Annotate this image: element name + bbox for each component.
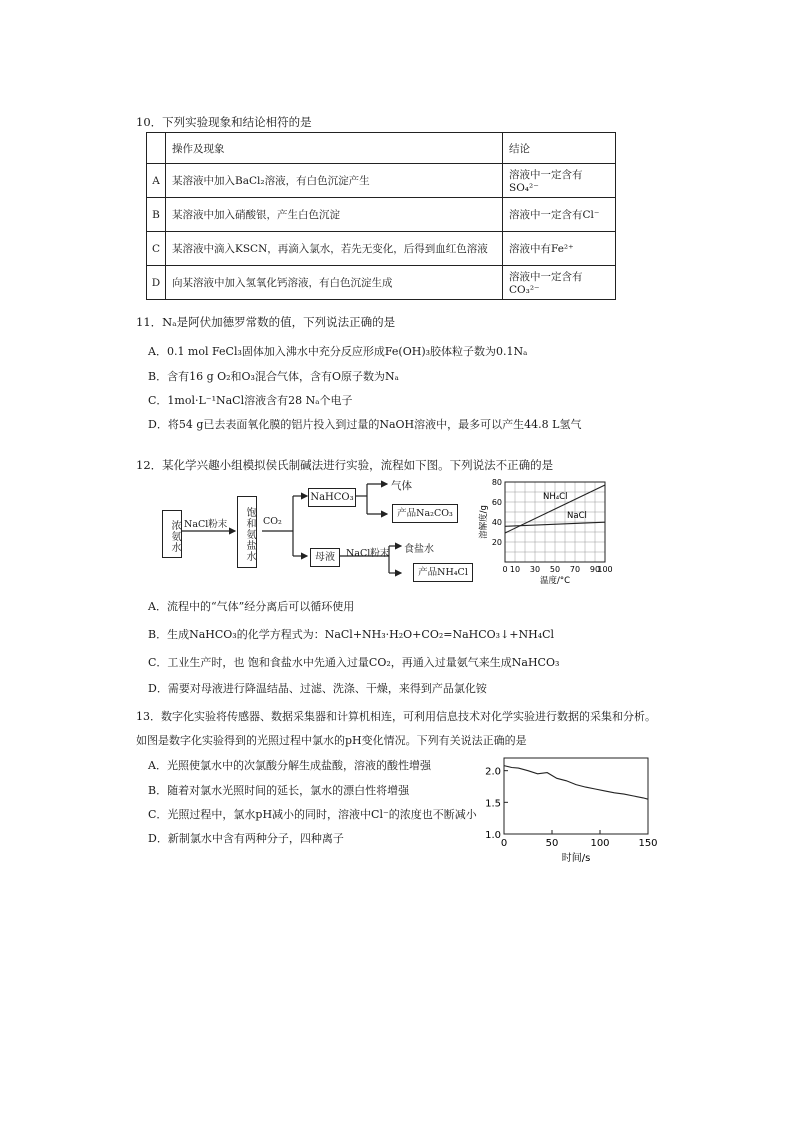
row-key: D xyxy=(147,266,166,300)
q10-table xyxy=(146,132,616,300)
q12-option-a: A．流程中的“气体”经分离后可以循环使用 xyxy=(148,600,355,613)
box-ammonia: 浓氨水 xyxy=(162,510,182,558)
row-operation: 某溶液中滴入KSCN，再滴入氯水，若先无变化，后得到血红色溶液 xyxy=(166,232,503,266)
x-axis-label: 温度/°C xyxy=(539,576,571,586)
q13-option-c: C．光照过程中，氯水pH减小的同时，溶液中Cl⁻的浓度也不断减小 xyxy=(148,808,477,821)
label-co2: CO₂ xyxy=(263,516,282,527)
row-key: C xyxy=(147,232,166,266)
q13-stem-line2: 如图是数字化实验得到的光照过程中氯水的pH变化情况。下列有关说法正确的是 xyxy=(136,734,527,747)
box-saturated-brine: 饱和氨盐水 xyxy=(237,496,257,568)
row-key: A xyxy=(147,164,166,198)
q11-stem: 11．Nₐ是阿伏加德罗常数的值，下列说法正确的是 xyxy=(136,315,396,329)
q13-stem-line1: 13．数字化实验将传感器、数据采集器和计算机相连，可利用信息技术对化学实验进行数据的采集和分析。 xyxy=(136,710,656,723)
x-tick-label: 150 xyxy=(638,838,658,849)
table-header-cell: 操作及现象 xyxy=(166,133,503,164)
x-tick-label: 0 xyxy=(500,838,508,849)
row-conclusion: 溶液中一定含有Cl⁻ xyxy=(503,198,616,232)
plot-frame xyxy=(504,758,648,834)
label-nacl-powder: NaCl粉末 xyxy=(184,519,228,530)
table-row xyxy=(147,198,616,232)
row-key: B xyxy=(147,198,166,232)
q11-option-c: C．1mol·L⁻¹NaCl溶液含有28 Nₐ个电子 xyxy=(148,394,353,407)
q13-option-b: B．随着对氯水光照时间的延长，氯水的漂白性将增强 xyxy=(148,784,410,797)
x-tick-label: 100 xyxy=(597,565,613,574)
label-nacl-powder-2: NaCl粉末 xyxy=(346,548,390,559)
row-conclusion: 溶液中一定含有SO₄²⁻ xyxy=(503,164,616,198)
row-operation: 某溶液中加入BaCl₂溶液，有白色沉淀产生 xyxy=(166,164,503,198)
q11-option-a: A．0.1 mol FeCl₃固体加入沸水中充分反应形成Fe(OH)₃胶体粒子数为0.1Nₐ xyxy=(148,345,528,358)
box-product-na2co3: 产品Na₂CO₃ xyxy=(392,504,458,523)
y-axis-label: 溶解度/g xyxy=(479,505,489,539)
q11-option-b: B．含有16 g O₂和O₃混合气体，含有O原子数为Nₐ xyxy=(148,370,399,383)
y-tick-label: 1.5 xyxy=(485,798,501,810)
ph-chart xyxy=(476,752,662,866)
label-brine: 食盐水 xyxy=(404,544,434,555)
x-tick-label: 70 xyxy=(569,565,581,574)
table-row xyxy=(147,164,616,198)
x-tick-label: 30 xyxy=(529,565,541,574)
series-label: NH₄Cl xyxy=(543,492,568,502)
series-label: NaCl xyxy=(567,511,587,521)
x-tick-label: 100 xyxy=(590,838,610,849)
y-tick-label: 80 xyxy=(491,478,502,487)
row-conclusion: 溶液中有Fe²⁺ xyxy=(503,232,616,266)
ph-series-line xyxy=(504,766,648,800)
label-gas: 气体 xyxy=(391,480,412,492)
q13-option-d: D．新制氯水中含有两种分子，四种离子 xyxy=(148,832,344,845)
row-operation: 向某溶液中加入氢氧化钙溶液，有白色沉淀生成 xyxy=(166,266,503,300)
q12-option-c: C．工业生产时，也 饱和食盐水中先通入过量CO₂，再通入过量氨气来生成NaHCO₃ xyxy=(148,656,560,669)
table-header-cell: 结论 xyxy=(503,133,616,164)
box-product-nh4cl: 产品NH₄Cl xyxy=(413,563,473,582)
table-row xyxy=(147,232,616,266)
y-tick-label: 20 xyxy=(491,538,502,547)
x-tick-label: 0 xyxy=(502,565,508,574)
row-operation: 某溶液中加入硝酸银，产生白色沉淀 xyxy=(166,198,503,232)
q12-stem: 12．某化学兴趣小组模拟侯氏制碱法进行实验，流程如下图。下列说法不正确的是 xyxy=(136,458,554,472)
y-tick-label: 2.0 xyxy=(485,766,501,778)
x-tick-label: 50 xyxy=(545,838,559,849)
x-tick-label: 10 xyxy=(509,565,521,574)
x-tick-label: 50 xyxy=(549,565,561,574)
table-row xyxy=(147,266,616,300)
table-header-cell xyxy=(147,133,166,164)
q12-option-b: B．生成NaHCO₃的化学方程式为：NaCl+NH₃·H₂O+CO₂=NaHCO₃↓+NH₄Cl xyxy=(148,628,555,641)
box-mother-liquor: 母液 xyxy=(310,548,340,567)
q11-option-d: D．将54 g已去表面氧化膜的铝片投入到过量的NaOH溶液中，最多可以产生44.8 L氢气 xyxy=(148,418,582,431)
q12-option-d: D．需要对母液进行降温结晶、过滤、洗涤、干燥，来得到产品氯化铵 xyxy=(148,682,487,695)
box-nahco3: NaHCO₃ xyxy=(308,488,356,507)
x-axis-label: 时间/s xyxy=(561,853,591,864)
y-tick-label: 40 xyxy=(491,518,502,527)
row-conclusion: 溶液中一定含有CO₃²⁻ xyxy=(503,266,616,300)
q10-stem: 10．下列实验现象和结论相符的是 xyxy=(136,115,312,129)
solubility-chart xyxy=(478,476,618,586)
y-tick-label: 1.0 xyxy=(485,830,501,841)
q13-option-a: A．光照使氯水中的次氯酸分解生成盐酸，溶液的酸性增强 xyxy=(148,759,431,772)
y-tick-label: 60 xyxy=(491,498,502,507)
x-tick-label: 90 xyxy=(589,565,601,574)
